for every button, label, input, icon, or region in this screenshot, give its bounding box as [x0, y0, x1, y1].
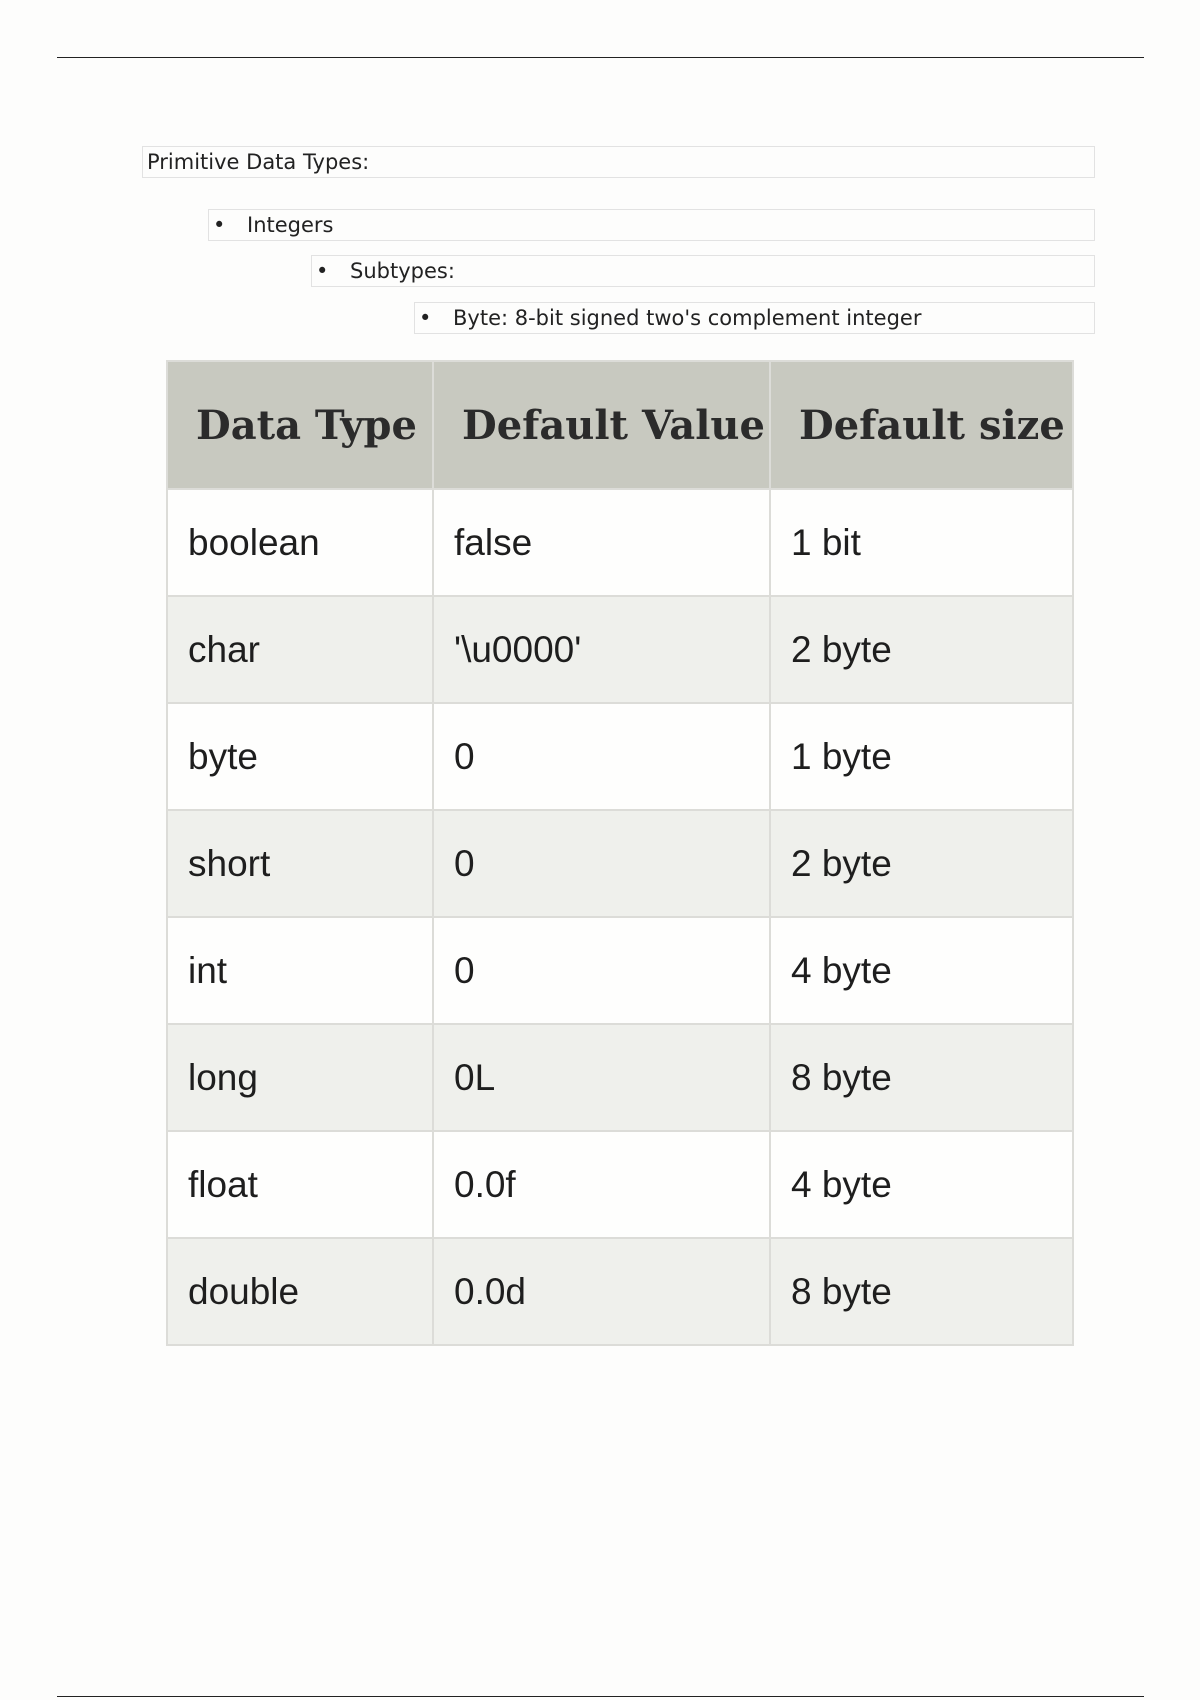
top-rule: [57, 57, 1144, 58]
bullet-icon: •: [419, 306, 432, 330]
list-item-text: Integers: [247, 213, 334, 237]
bottom-rule: [57, 1696, 1144, 1697]
data-types-table: [166, 360, 1074, 1346]
list-item-integers: [208, 209, 1095, 241]
table-row: [167, 810, 1073, 917]
cell-data-type: char: [167, 596, 433, 703]
cell-default-size: 2 byte: [770, 596, 1073, 703]
cell-data-type: byte: [167, 703, 433, 810]
table-header-row: [167, 361, 1073, 489]
cell-default-value: 0: [433, 917, 770, 1024]
cell-data-type: boolean: [167, 489, 433, 596]
cell-default-size: 4 byte: [770, 917, 1073, 1024]
cell-default-size: 1 bit: [770, 489, 1073, 596]
cell-default-size: 1 byte: [770, 703, 1073, 810]
list-item-text: Subtypes:: [350, 259, 455, 283]
column-header-data-type: Data Type: [167, 361, 433, 489]
table-row: [167, 596, 1073, 703]
cell-data-type: short: [167, 810, 433, 917]
table-row: [167, 1131, 1073, 1238]
section-heading-text: Primitive Data Types:: [147, 150, 370, 174]
table-row: [167, 489, 1073, 596]
cell-default-value: false: [433, 489, 770, 596]
cell-data-type: long: [167, 1024, 433, 1131]
section-heading: [142, 146, 1095, 178]
cell-default-value: 0.0f: [433, 1131, 770, 1238]
table-row: [167, 1024, 1073, 1131]
cell-default-value: 0.0d: [433, 1238, 770, 1345]
cell-default-size: 8 byte: [770, 1238, 1073, 1345]
bullet-icon: •: [316, 259, 329, 283]
table-row: [167, 917, 1073, 1024]
cell-data-type: double: [167, 1238, 433, 1345]
cell-default-value: 0: [433, 810, 770, 917]
list-item-subtypes: [311, 255, 1095, 287]
cell-default-value: '\u0000': [433, 596, 770, 703]
table-row: [167, 703, 1073, 810]
list-item-text: Byte: 8-bit signed two's complement integer: [453, 306, 922, 330]
cell-default-size: 2 byte: [770, 810, 1073, 917]
cell-data-type: int: [167, 917, 433, 1024]
cell-default-size: 8 byte: [770, 1024, 1073, 1131]
column-header-default-value: Default Value: [433, 361, 770, 489]
list-item-byte: [414, 302, 1095, 334]
bullet-icon: •: [213, 213, 226, 237]
cell-default-value: 0L: [433, 1024, 770, 1131]
cell-default-size: 4 byte: [770, 1131, 1073, 1238]
table-row: [167, 1238, 1073, 1345]
column-header-default-size: Default size: [770, 361, 1073, 489]
cell-default-value: 0: [433, 703, 770, 810]
cell-data-type: float: [167, 1131, 433, 1238]
